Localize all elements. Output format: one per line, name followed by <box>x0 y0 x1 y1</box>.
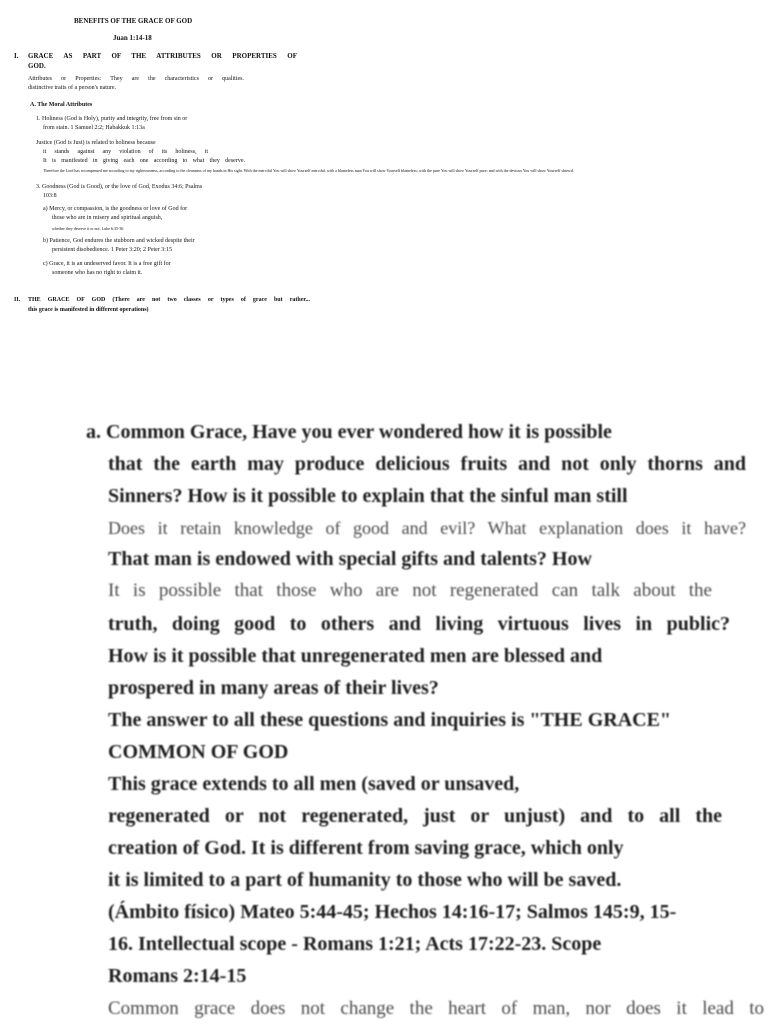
mercy-line-2: those who are in misery and spiritual anguish, <box>52 215 163 221</box>
grace-item: c) Grace, it is an undeserved favor. It is a free gift for <box>43 261 171 267</box>
section-2-numeral: II. <box>14 297 21 303</box>
common-grace-line-05: That man is endowed with special gifts and talents? How <box>108 548 592 570</box>
common-grace-line-13: regenerated or not regenerated, just or unjust) and to all the <box>108 805 722 827</box>
common-grace-line-12: This grace extends to all men (saved or unsaved, <box>108 773 520 795</box>
common-grace-line-01: a. Common Grace, Have you ever wondered how it is possible <box>86 421 612 443</box>
mercy-reference: whether they deserve it or not. Luke 6:35-36 <box>52 226 124 231</box>
common-grace-line-04: Does it retain knowledge of good and evil? What explanation does it have? <box>108 518 746 538</box>
common-grace-line-03: Sinners? How is it possible to explain that the sinful man still <box>108 485 628 507</box>
common-grace-line-14: creation of God. It is different from saving grace, which only <box>108 837 624 859</box>
grace-line-2: someone who has no right to claim it. <box>52 270 143 276</box>
justice-quote: Therefore the Lord has recompensed me according to my righteousness, according to the cleanness of my hands in His sight. With the merciful You will show Yourself merciful, with a blameless man You will show Yourself blameless; with the pure You will show Yourself pure; and with the devious You will show Yourself shrewd. <box>43 168 574 173</box>
section-2-heading-cont: this grace is manifested in different operations) <box>28 307 149 313</box>
holiness-reference: from stain. 1 Samuel 2:2; Habakkuk 1:13a <box>43 125 145 131</box>
attributes-definition-cont: distinctive traits of a person's nature. <box>28 85 117 91</box>
scripture-reference: Juan 1:14-18 <box>113 34 152 42</box>
common-grace-line-08: How is it possible that unregenerated men are blessed and <box>108 645 603 667</box>
common-grace-line-09: prospered in many areas of their lives? <box>108 677 439 699</box>
patience-reference: persistent disobedience. 1 Peter 3:20; 2 Peter 3:15 <box>52 247 172 253</box>
holiness-item: 1. Holiness (God is Holy), purity and integrity, free from sin or <box>36 116 188 122</box>
justice-line-2: it stands against any violation of its holiness, it <box>43 149 208 155</box>
common-grace-line-06: It is possible that those who are not regenerated can talk about the <box>108 580 712 601</box>
section-1-numeral: I. <box>14 52 19 60</box>
common-grace-line-02: that the earth may produce delicious fruits and not only thorns and <box>108 453 746 475</box>
attributes-definition: Attributes or Properties: They are the characteristics or qualities. <box>28 76 244 82</box>
common-grace-line-16: (Ámbito físico) Mateo 5:44-45; Hechos 14:16-17; Salmos 145:9, 15- <box>108 901 677 923</box>
section-1-heading-cont: GOD. <box>28 62 46 70</box>
justice-item: Justice (God is Just) is related to holiness because <box>36 140 156 146</box>
section-1-heading: GRACE AS PART OF THE ATTRIBUTES OR PROPERTIES OF <box>28 52 297 60</box>
common-grace-line-11: COMMON OF GOD <box>108 741 289 763</box>
section-2-heading: THE GRACE OF GOD (There are not two classes or types of grace but rather... <box>28 297 310 303</box>
common-grace-line-17: 16. Intellectual scope - Romans 1:21; Acts 17:22-23. Scope <box>108 933 602 955</box>
justice-line-3: It is manifested in giving each one according to what they deserve. <box>43 158 245 164</box>
goodness-reference: 103:8 <box>43 193 57 199</box>
mercy-item: a) Mercy, or compassion, is the goodness or love of God for <box>43 206 188 212</box>
goodness-item: 3. Goodness (God is Good), or the love of God, Exodus 34:6; Psalms <box>36 184 203 190</box>
common-grace-line-07: truth, doing good to others and living virtuous lives in public? <box>108 613 730 635</box>
common-grace-line-10: The answer to all these questions and inquiries is "THE GRACE" <box>108 709 672 731</box>
moral-attributes-subheading: A. The Moral Attributes <box>30 102 93 108</box>
patience-item: b) Patience, God endures the stubborn and wicked despite their <box>43 238 195 244</box>
document-title: BENEFITS OF THE GRACE OF GOD <box>74 17 193 25</box>
common-grace-line-19: Common grace does not change the heart of man, nor does it lead to <box>108 998 764 1019</box>
common-grace-line-18: Romans 2:14-15 <box>108 965 247 987</box>
common-grace-line-15: it is limited to a part of humanity to those who will be saved. <box>108 869 622 891</box>
